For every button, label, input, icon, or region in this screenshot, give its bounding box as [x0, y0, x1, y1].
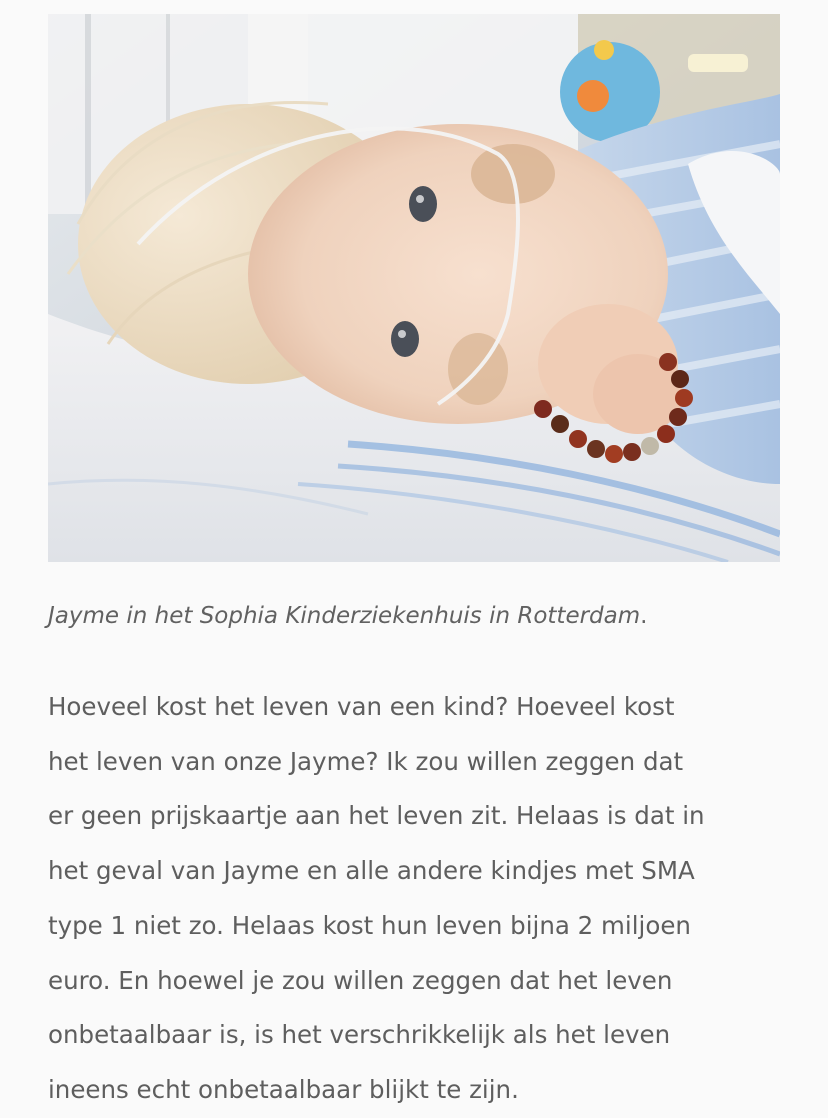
caption-period: .: [640, 603, 648, 629]
paragraph-line: euro. En hoewel je zou willen zeggen dat het leven: [48, 965, 673, 995]
paragraph-line: ineens echt onbetaalbaar blijkt te zijn.: [48, 1074, 519, 1104]
paragraph-line: er geen prijskaartje aan het leven zit. Helaas is dat in: [48, 801, 705, 831]
photo-caption: [48, 598, 788, 634]
article-photo: [48, 14, 780, 562]
paragraph-line: type 1 niet zo. Helaas kost hun leven bijna 2 miljoen: [48, 910, 691, 940]
paragraph-line: Hoeveel kost het leven van een kind? Hoeveel kost: [48, 692, 675, 721]
paragraph-line: het geval van Jayme en alle andere kindjes met SMA: [48, 856, 695, 886]
photo-illustration: [48, 14, 780, 562]
paragraph-line: onbetaalbaar is, is het verschrikkelijk als het leven: [48, 1020, 671, 1050]
paragraph-line: het leven van onze Jayme? Ik zou willen zeggen dat: [48, 746, 684, 776]
caption-text: Jayme in het Sophia Kinderziekenhuis in Rotterdam: [48, 603, 641, 629]
article-paragraph: [48, 680, 788, 1118]
